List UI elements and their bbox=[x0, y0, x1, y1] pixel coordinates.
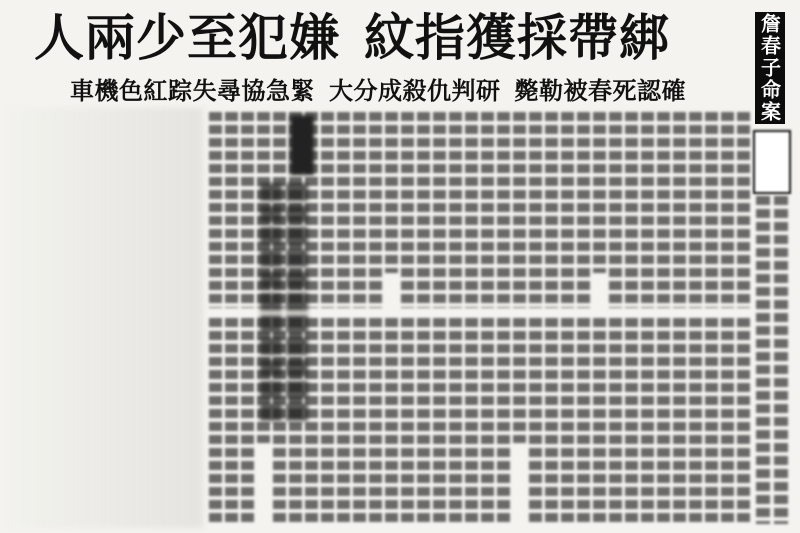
side-article-tag bbox=[290, 115, 314, 175]
text-column bbox=[561, 112, 574, 308]
subheadline bbox=[70, 74, 750, 108]
text-column bbox=[737, 318, 750, 526]
text-column bbox=[641, 318, 654, 526]
side-article-blurred bbox=[220, 115, 340, 415]
text-column bbox=[513, 318, 526, 443]
text-column bbox=[593, 318, 606, 526]
text-column bbox=[369, 318, 382, 526]
text-column bbox=[641, 112, 654, 308]
text-column bbox=[657, 112, 670, 308]
text-column bbox=[657, 318, 670, 526]
byline-text: 詹春子命案 bbox=[757, 13, 782, 123]
text-column bbox=[721, 318, 734, 526]
right-margin-columns bbox=[752, 196, 788, 524]
text-column bbox=[529, 318, 542, 526]
text-column bbox=[513, 112, 526, 308]
text-column bbox=[353, 112, 366, 308]
text-column bbox=[609, 112, 622, 308]
text-column bbox=[465, 318, 478, 526]
byline-box bbox=[755, 12, 785, 124]
text-column bbox=[545, 318, 558, 526]
text-column bbox=[497, 318, 510, 526]
side-article-headline-col bbox=[286, 183, 308, 423]
text-column bbox=[577, 318, 590, 526]
text-column bbox=[689, 112, 702, 308]
text-column bbox=[353, 318, 366, 526]
headline bbox=[34, 3, 746, 73]
side-article-headline-col bbox=[260, 183, 282, 423]
subheadline-part-2: 大分成殺仇判研 bbox=[329, 77, 501, 105]
text-column bbox=[689, 318, 702, 526]
text-column bbox=[433, 112, 446, 308]
text-column bbox=[465, 112, 478, 308]
text-column bbox=[481, 112, 494, 308]
text-column bbox=[449, 318, 462, 526]
text-column bbox=[625, 318, 638, 526]
text-column bbox=[401, 318, 414, 526]
text-column bbox=[774, 196, 788, 524]
text-column bbox=[401, 112, 414, 308]
text-column bbox=[417, 112, 430, 308]
section-label-box bbox=[753, 130, 791, 194]
text-column bbox=[705, 318, 718, 526]
headline-part-1: 人兩少至犯嫌 bbox=[34, 9, 340, 67]
text-column bbox=[593, 112, 606, 273]
text-column bbox=[705, 112, 718, 308]
subheadline-part-1: 車機色紅踪失尋協急緊 bbox=[70, 77, 315, 105]
text-column bbox=[545, 112, 558, 308]
headline-part-2: 紋指獲採帶綁 bbox=[364, 9, 670, 67]
text-column bbox=[756, 196, 770, 524]
text-column bbox=[385, 318, 398, 526]
text-column bbox=[529, 112, 542, 308]
blurred-left-margin bbox=[8, 108, 203, 528]
text-column bbox=[369, 112, 382, 308]
subheadline-part-3: 斃勒被春死認確 bbox=[514, 77, 686, 105]
text-column bbox=[497, 112, 510, 308]
text-column bbox=[449, 112, 462, 308]
text-column bbox=[609, 318, 622, 526]
text-column bbox=[673, 318, 686, 526]
text-column bbox=[673, 112, 686, 308]
text-column bbox=[417, 318, 430, 526]
text-column bbox=[433, 318, 446, 526]
text-column bbox=[737, 112, 750, 308]
text-column bbox=[577, 112, 590, 308]
text-column bbox=[385, 112, 398, 273]
text-column bbox=[625, 112, 638, 308]
text-column bbox=[481, 318, 494, 526]
text-column bbox=[561, 318, 574, 526]
text-column bbox=[721, 112, 734, 308]
